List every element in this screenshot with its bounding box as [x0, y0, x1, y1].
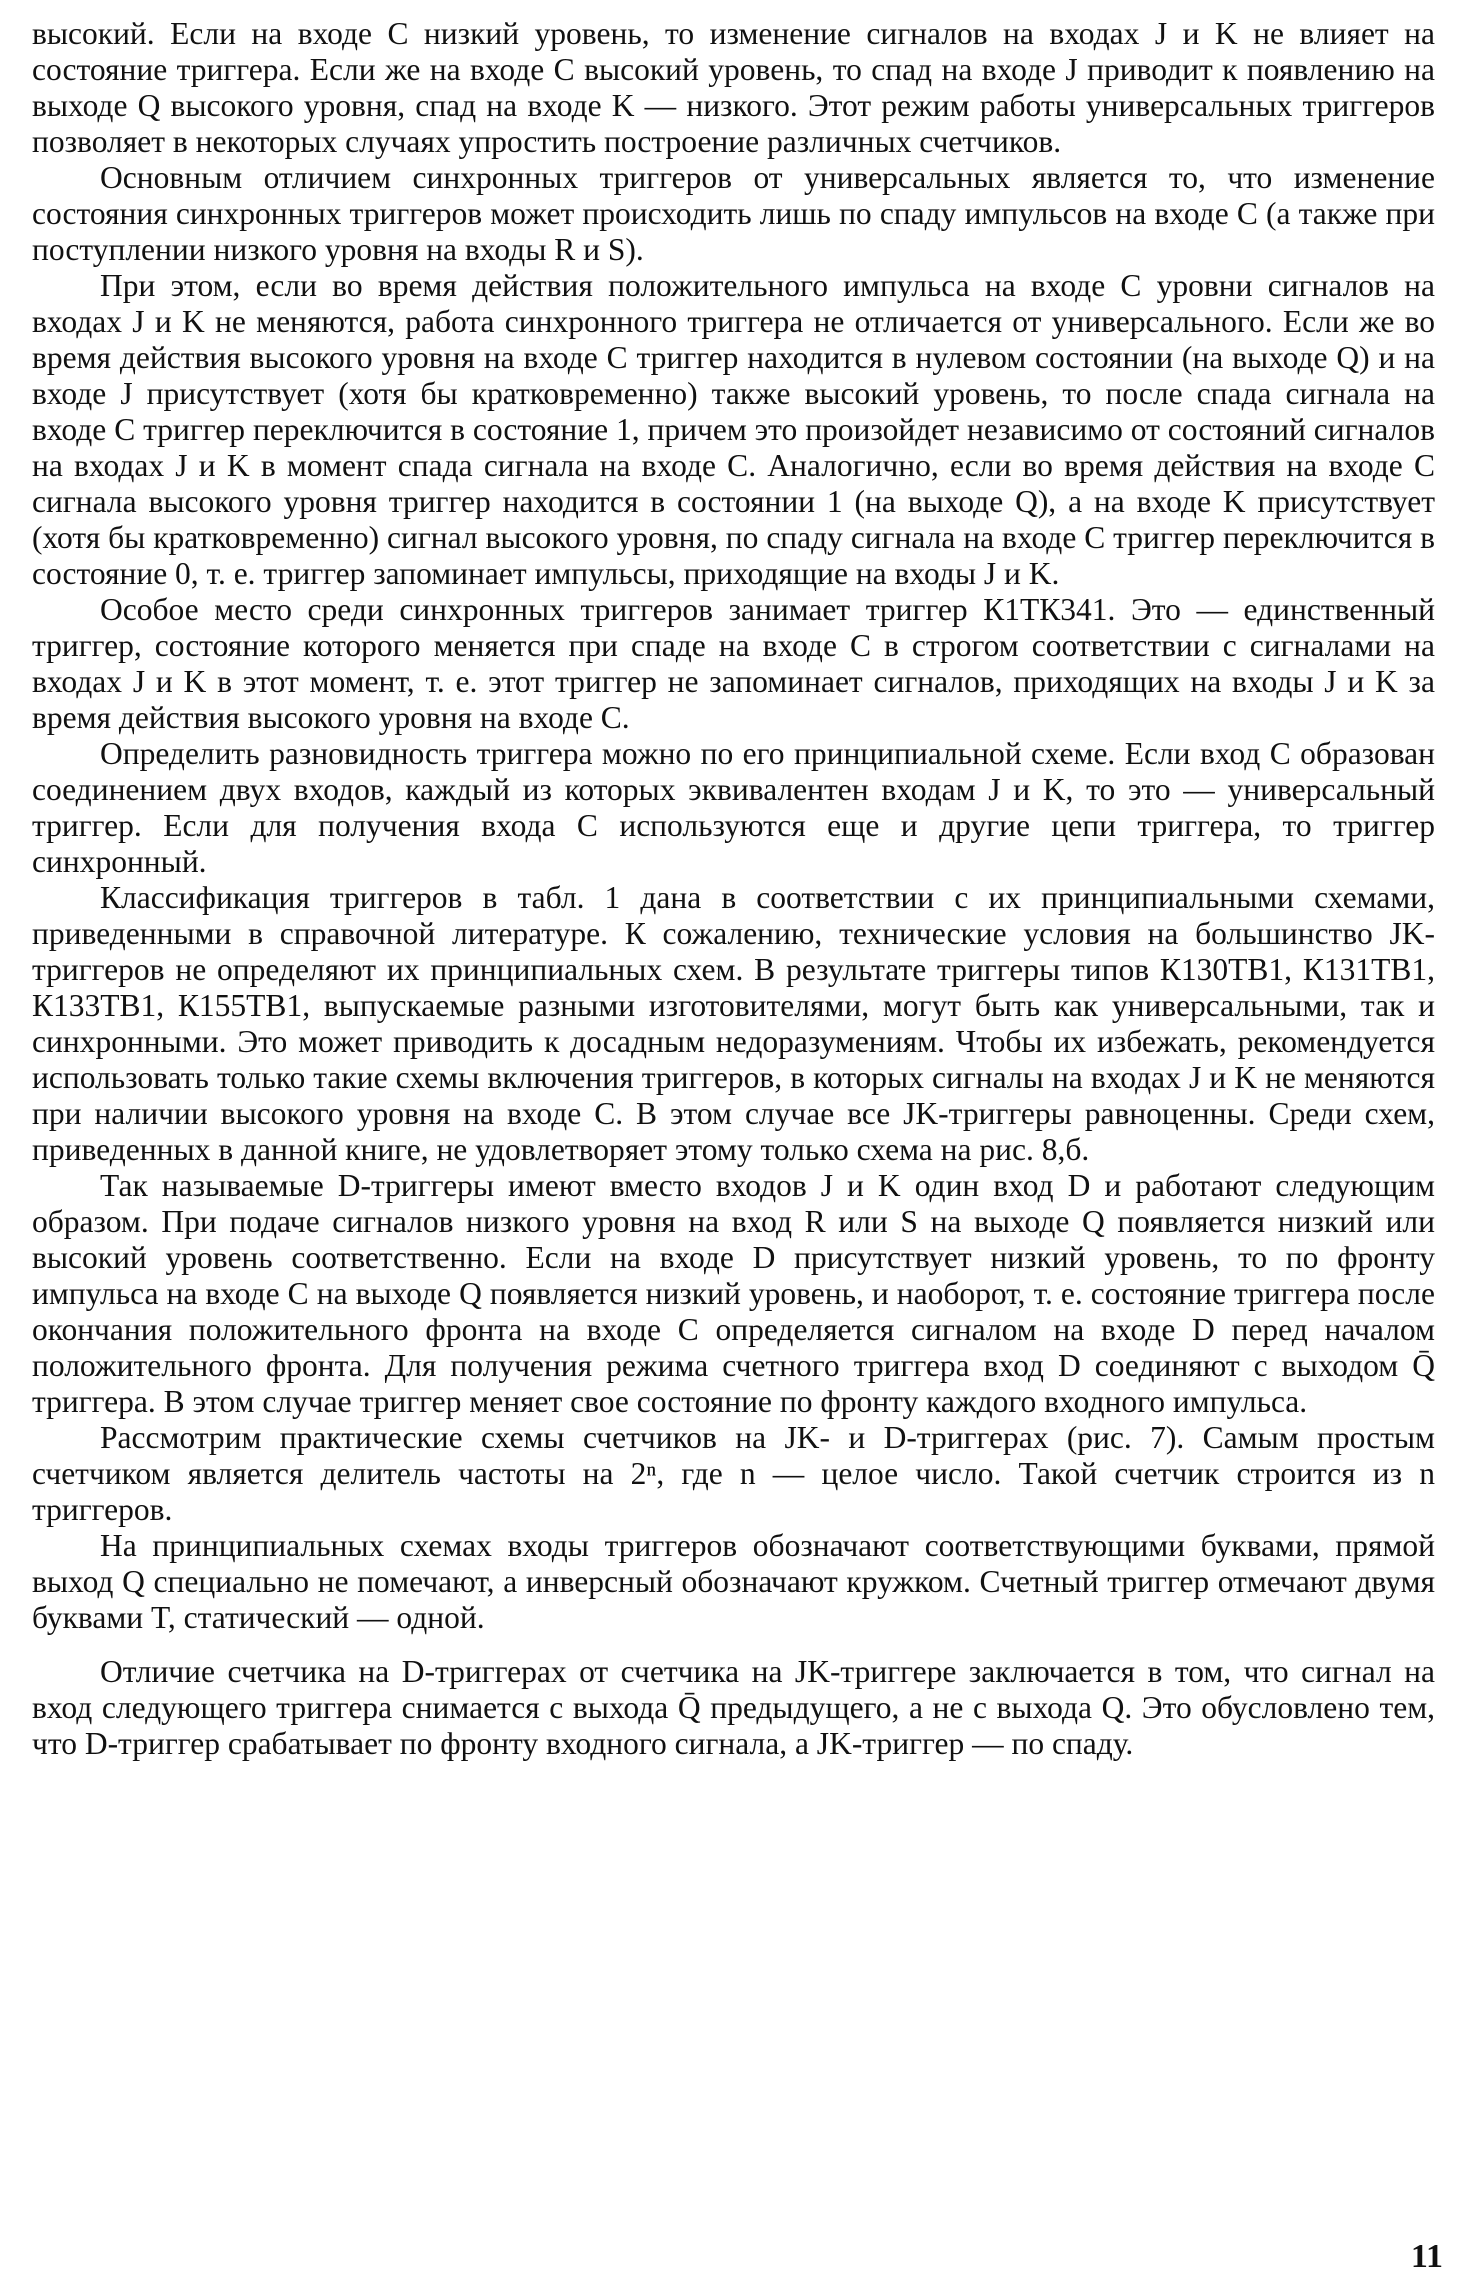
paragraph-5: Определить разновидность триггера можно по его принципиальной схеме. Если вход C образован соединением двух входов, каждый из которых эквивалентен входам J и K, то это — универсальный триггер. Если для получения входа C используются еще и другие цепи триггера, то триггер синхронный. — [32, 736, 1435, 879]
paragraph-3: При этом, если во время действия положительного импульса на входе C уровни сигналов на входах J и K не меняются, работа синхронного триггера не отличается от универсального. Если же во время действия высокого уровня на входе C триггер находится в нулевом состоянии (на выходе Q) и на входе J присутствует (хотя бы кратковременно) также высокий уровень, то после спада сигнала на входе C триггер переключится в состояние 1, причем это произойдет независимо от состояний сигналов на входах J и K в момент спада сигнала на входе C. Аналогично, если во время действия на входе C сигнала высокого уровня триггер находится в состоянии 1 (на выходе Q), а на входе K присутствует (хотя бы кратковременно) сигнал высокого уровня, по спаду сигнала на входе C триггер переключится в состояние 0, т. е. триггер запоминает импульсы, приходящие на входы J и K. — [32, 268, 1435, 591]
paragraph-10: Отличие счетчика на D-триггерах от счетчика на JK-триггере заключается в том, что сигнал на вход следующего триггера снимается с выхода Q̄ предыдущего, а не с выхода Q. Это обусловлено тем, что D-триггер срабатывает по фронту входного сигнала, а JK-триггер — по спаду. — [32, 1654, 1435, 1761]
paragraph-9: На принципиальных схемах входы триггеров обозначают соответствующими буквами, прямой выход Q специально не помечают, а инверсный обозначают кружком. Счетный триггер отмечают двумя буквами T, статический — одной. — [32, 1528, 1435, 1635]
paragraph-2: Основным отличием синхронных триггеров от универсальных является то, что изменение состояния синхронных триггеров может происходить лишь по спаду импульсов на входе C (а также при поступлении низкого уровня на входы R и S). — [32, 160, 1435, 267]
paragraph-6: Классификация триггеров в табл. 1 дана в соответствии с их принципиальными схемами, приведенными в справочной литературе. К сожалению, технические условия на большинство JK-триггеров не определяют их принципиальных схем. В результате триггеры типов К130ТВ1, К131ТВ1, К133ТВ1, К155ТВ1, выпускаемые разными изготовителями, могут быть как универсальными, так и синхронными. Это может приводить к досадным недоразумениям. Чтобы их избежать, рекомендуется использовать только такие схемы включения триггеров, в которых сигналы на входах J и K не меняются при наличии высокого уровня на входе C. В этом случае все JK-триггеры равноценны. Среди схем, приведенных в данной книге, не удовлетворяет этому только схема на рис. 8,б. — [32, 880, 1435, 1167]
paragraph-1: высокий. Если на входе C низкий уровень, то изменение сигналов на входах J и K не влияет на состояние триггера. Если же на входе C высокий уровень, то спад на входе J приводит к появлению на выходе Q высокого уровня, спад на входе K — низкого. Этот режим работы универсальных триггеров позволяет в некоторых случаях упростить построение различных счетчиков. — [32, 16, 1435, 159]
page-number: 11 — [1410, 2238, 1443, 2275]
paragraph-4: Особое место среди синхронных триггеров занимает триггер К1ТК341. Это — единственный триггер, состояние которого меняется при спаде на входе C в строгом соответствии с сигналами на входах J и K в этот момент, т. е. этот триггер не запоминает сигналов, приходящих на входы J и K за время действия высокого уровня на входе C. — [32, 592, 1435, 735]
paragraph-8: Рассмотрим практические схемы счетчиков на JK- и D-триггерах (рис. 7). Самым простым счетчиком является делитель частоты на 2ⁿ, где n — целое число. Такой счетчик строится из n триггеров. — [32, 1420, 1435, 1527]
paragraph-7: Так называемые D-триггеры имеют вместо входов J и K один вход D и работают следующим образом. При подаче сигналов низкого уровня на вход R или S на выходе Q появляется низкий или высокий уровень соответственно. Если на входе D присутствует низкий уровень, то по фронту импульса на входе C на выходе Q появляется низкий уровень, и наоборот, т. е. состояние триггера после окончания положительного фронта на входе C определяется сигналом на входе D перед началом положительного фронта. Для получения режима счетного триггера вход D соединяют с выходом Q̄ триггера. В этом случае триггер меняет свое состояние по фронту каждого входного импульса. — [32, 1168, 1435, 1419]
